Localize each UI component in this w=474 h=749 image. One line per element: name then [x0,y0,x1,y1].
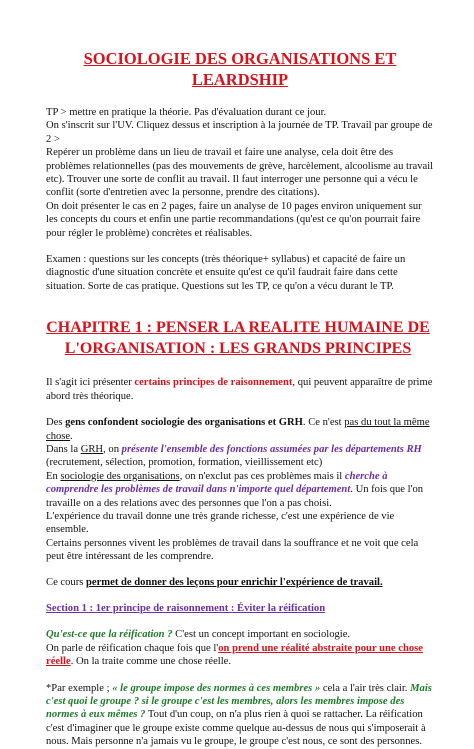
text-span: . Ce n'est [302,417,345,429]
intro-paragraph [46,106,434,240]
intro-line: On doit présenter le cas en 2 pages, faire un analyse de 10 pages environ uniquement sur les concepts du cours et enfin une partie recommandations (qu'est ce qu'on pourrait faire pour régler le problème) concrètes et réalisables. [46,200,422,239]
text-span: Il s'agit ici présenter [46,377,135,389]
grh-line [46,470,434,510]
grh-line: Certains personnes vivent les problèmes de travail dans la souffrance et ne voit que cela peut être intéressant de les comprendre. [46,537,419,563]
intro-line: On s'inscrit sur l'UV. Cliquez dessus et inscription à la journée de TP. Travail par groupe de 2 > [46,120,433,145]
document-title: SOCIOLOGIE DES ORGANISATIONS ET LEARDSHIP [83,49,397,89]
text-span: Dans la [46,443,81,455]
example-paragraph [46,682,434,749]
text-span: C'est un concept important en sociologie. [172,629,351,641]
text-span: , on n'exclut pas ces problèmes mais il [179,470,345,482]
question-span: Mais c'est quoi le groupe ? si le groupe c'est les membres, alors les membres impose des normes à eux mêmes ? [46,682,432,721]
text-span: En [46,470,61,482]
principles-paragraph [46,376,434,403]
underline-span: pas du tout la même chose [46,417,430,442]
grh-line: (recrutement, sélection, promotion, formation, vieillissement etc) [46,457,323,469]
course-paragraph [46,576,434,589]
exam-paragraph: Examen : questions sur les concepts (très théorique+ syllabus) et capacité de faire un diagnostic d'une situation concrète et ensuite qu'est ce qu'il faudrait faire dans cette situation. Sorte de cas pratique. Questions sut les TP, ce qu'on a vécu durant le TP. [46,254,406,292]
grh-line [46,443,434,456]
text-span: On parle de réification chaque fois que l' [46,642,219,654]
reification-paragraph [46,628,434,668]
text-span: , qui peuvent apparaître de prime abord très théorique. [46,377,433,402]
text-span: cela a l'air très clair. [320,682,411,694]
text-span: Des [46,417,66,429]
section-heading: Section 1 : 1er principe de raisonnement : Éviter la réification [46,602,326,614]
text-span: . Un fois que l'on travaille on a des relations avec des personnes que l'on a pas choisi. [46,484,424,509]
grh-line: L'expérience du travail donne une très grande richesse, c'est une expérience de vie ensemble. [46,510,395,536]
text-span: *Par exemple ; [46,682,113,694]
red-underline-span: on prend une réalité abstraite pour une chose réelle [46,642,423,668]
purple-italic-span: cherche à comprendre les problèmes de travail dans n'importe quel département [46,470,388,496]
grh-paragraph [46,416,434,563]
underline-span: GRH [80,443,104,455]
quote-span: « le groupe impose des normes à ces membres » [112,682,321,694]
grh-line [46,416,434,443]
text-span: . On la traite comme une chose réelle. [70,656,232,668]
text-span: Ce cours [46,576,87,588]
underline-span: sociologie des organisations [60,470,180,482]
text-span: , on [103,443,122,455]
bold-span: gens confondent sociologie des organisations et GRH [65,417,303,429]
intro-line: Repérer un problème dans un lieu de travail et faire une analyse, cela doit être des problèmes relationnelles (pas des mouvements de grève, harcèlement, alcoolisme au travail etc). Trouver une sorte de conflit au travail. Il faut interroger une personne qui a vécu le conflit (sorte d'entretien avec la personne, prendre des citations). [46,147,434,199]
bold-underline-span: permet de donner des leçons pour enrichir l'expérience de travail. [86,576,383,588]
highlight-span: certains principes de raisonnement [134,377,293,389]
text-span: Tout d'un coup, on n'a plus rien à quoi se rattacher. La réification c'est d'imaginer que le groupe existe comme quelque au-dessus de nous qui s'imposerait à nous. Mais personne n'a jamais vu le groupe, le groupe c'est nous, ce sont des personnes. [46,709,426,748]
intro-line: TP > mettre en pratique la théorie. Pas d'évaluation durant ce jour. [46,107,327,118]
text-span: . [70,430,73,442]
question-span: Qu'est-ce que la réification ? [46,629,173,641]
purple-italic-span: présente l'ensemble des fonctions assumées par les départements RH [121,443,422,455]
chapter-heading: CHAPITRE 1 : PENSER LA REALITE HUMAINE DE L'ORGANISATION : LES GRANDS PRINCIPES [46,319,430,358]
